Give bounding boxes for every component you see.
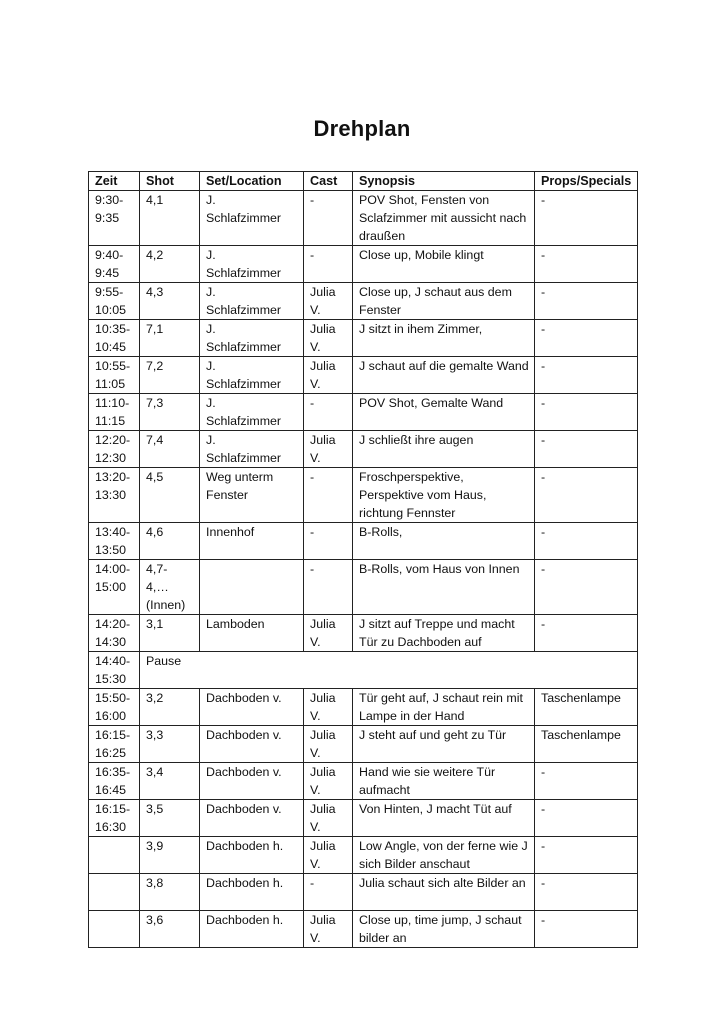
cell-shot: 4,2 <box>140 246 200 283</box>
table-row <box>89 283 638 320</box>
table-header-row <box>89 172 638 191</box>
cell-set-location: Lamboden <box>200 615 304 652</box>
cell-synopsis: Close up, time jump, J schaut bilder an <box>353 911 535 948</box>
cell-cast: - <box>304 246 353 283</box>
cell-zeit: 11:10- 11:15 <box>89 394 140 431</box>
cell-set-location: J. Schlafzimmer <box>200 357 304 394</box>
table-row <box>89 911 638 948</box>
table-row <box>89 523 638 560</box>
cell-shot: 3,9 <box>140 837 200 874</box>
cell-set-location: J. Schlafzimmer <box>200 320 304 357</box>
cell-props: - <box>535 394 638 431</box>
cell-set-location: J. Schlafzimmer <box>200 283 304 320</box>
cell-shot: 3,6 <box>140 911 200 948</box>
cell-cast: Julia V. <box>304 689 353 726</box>
cell-set-location: Dachboden v. <box>200 763 304 800</box>
cell-shot: 4,7- 4,… (Innen) <box>140 560 200 615</box>
cell-shot: 3,8 <box>140 874 200 911</box>
table-row <box>89 246 638 283</box>
cell-shot: 4,3 <box>140 283 200 320</box>
cell-cast: - <box>304 523 353 560</box>
cell-shot: 7,4 <box>140 431 200 468</box>
cell-zeit: 9:55- 10:05 <box>89 283 140 320</box>
cell-cast: - <box>304 874 353 911</box>
cell-props: - <box>535 523 638 560</box>
cell-zeit: 14:20- 14:30 <box>89 615 140 652</box>
cell-zeit: 15:50- 16:00 <box>89 689 140 726</box>
cell-zeit: 16:15- 16:30 <box>89 800 140 837</box>
table-row <box>89 320 638 357</box>
cell-synopsis: J sitzt in ihem Zimmer, <box>353 320 535 357</box>
cell-props: - <box>535 911 638 948</box>
table-row <box>89 560 638 615</box>
cell-cast: Julia V. <box>304 320 353 357</box>
cell-synopsis: J sitzt auf Treppe und macht Tür zu Dachboden auf <box>353 615 535 652</box>
cell-cast: Julia V. <box>304 911 353 948</box>
cell-synopsis: POV Shot, Gemalte Wand <box>353 394 535 431</box>
cell-zeit <box>89 911 140 948</box>
cell-cast: Julia V. <box>304 431 353 468</box>
cell-props: - <box>535 431 638 468</box>
cell-zeit: 9:30- 9:35 <box>89 191 140 246</box>
cell-set-location: J. Schlafzimmer <box>200 246 304 283</box>
cell-shot: 3,5 <box>140 800 200 837</box>
document-title: Drehplan <box>313 116 411 141</box>
cell-set-location: Innenhof <box>200 523 304 560</box>
cell-props: - <box>535 837 638 874</box>
cell-shot: 7,2 <box>140 357 200 394</box>
table-row <box>89 837 638 874</box>
cell-set-location: Dachboden v. <box>200 800 304 837</box>
cell-props: - <box>535 246 638 283</box>
table-body <box>89 191 638 948</box>
cell-props: Taschenlampe <box>535 689 638 726</box>
cell-shot: 7,3 <box>140 394 200 431</box>
cell-set-location: Dachboden v. <box>200 726 304 763</box>
cell-zeit: 14:00- 15:00 <box>89 560 140 615</box>
cell-shot: 7,1 <box>140 320 200 357</box>
cell-props: - <box>535 320 638 357</box>
table-row <box>89 357 638 394</box>
cell-props: - <box>535 800 638 837</box>
table-row <box>89 726 638 763</box>
cell-props: - <box>535 615 638 652</box>
cell-cast: - <box>304 468 353 523</box>
cell-synopsis: Froschperspektive, Perspektive vom Haus, richtung Fennster <box>353 468 535 523</box>
header-props-specials: Props/Specials <box>535 172 638 191</box>
table-row <box>89 689 638 726</box>
cell-cast: Julia V. <box>304 283 353 320</box>
cell-zeit <box>89 837 140 874</box>
cell-shot: 4,1 <box>140 191 200 246</box>
header-zeit: Zeit <box>89 172 140 191</box>
cell-zeit: 13:40- 13:50 <box>89 523 140 560</box>
cell-synopsis: Close up, J schaut aus dem Fenster <box>353 283 535 320</box>
table-row <box>89 431 638 468</box>
cell-props: - <box>535 763 638 800</box>
cell-zeit: 16:35- 16:45 <box>89 763 140 800</box>
cell-props: - <box>535 283 638 320</box>
shooting-schedule-table <box>88 171 638 948</box>
cell-zeit: 12:20- 12:30 <box>89 431 140 468</box>
cell-zeit: 13:20- 13:30 <box>89 468 140 523</box>
header-set-location: Set/Location <box>200 172 304 191</box>
cell-shot: 4,5 <box>140 468 200 523</box>
cell-synopsis: Tür geht auf, J schaut rein mit Lampe in der Hand <box>353 689 535 726</box>
header-synopsis: Synopsis <box>353 172 535 191</box>
table-row <box>89 763 638 800</box>
cell-set-location: Dachboden h. <box>200 911 304 948</box>
cell-cast: Julia V. <box>304 800 353 837</box>
cell-synopsis: Low Angle, von der ferne wie J sich Bilder anschaut <box>353 837 535 874</box>
cell-props: - <box>535 874 638 911</box>
table-row <box>89 394 638 431</box>
cell-synopsis: B-Rolls, <box>353 523 535 560</box>
cell-set-location: Dachboden v. <box>200 689 304 726</box>
cell-synopsis: Hand wie sie weitere Tür aufmacht <box>353 763 535 800</box>
cell-props: - <box>535 357 638 394</box>
cell-pause: Pause <box>140 652 638 689</box>
cell-cast: - <box>304 560 353 615</box>
cell-zeit: 9:40- 9:45 <box>89 246 140 283</box>
cell-set-location <box>200 560 304 615</box>
cell-shot: 3,1 <box>140 615 200 652</box>
cell-cast: - <box>304 394 353 431</box>
table-row <box>89 652 638 689</box>
cell-zeit: 14:40- 15:30 <box>89 652 140 689</box>
cell-synopsis: J steht auf und geht zu Tür <box>353 726 535 763</box>
header-cast: Cast <box>304 172 353 191</box>
cell-synopsis: J schaut auf die gemalte Wand <box>353 357 535 394</box>
table-row <box>89 468 638 523</box>
table-row <box>89 874 638 911</box>
cell-synopsis: B-Rolls, vom Haus von Innen <box>353 560 535 615</box>
cell-set-location: J. Schlafzimmer <box>200 431 304 468</box>
cell-shot: 3,4 <box>140 763 200 800</box>
cell-synopsis: Julia schaut sich alte Bilder an <box>353 874 535 911</box>
cell-props: - <box>535 560 638 615</box>
cell-cast: Julia V. <box>304 837 353 874</box>
cell-set-location: J. Schlafzimmer <box>200 394 304 431</box>
cell-set-location: Dachboden h. <box>200 874 304 911</box>
cell-synopsis: J schließt ihre augen <box>353 431 535 468</box>
cell-zeit <box>89 874 140 911</box>
cell-cast: - <box>304 191 353 246</box>
cell-cast: Julia V. <box>304 615 353 652</box>
cell-synopsis: Von Hinten, J macht Tüt auf <box>353 800 535 837</box>
cell-shot: 3,2 <box>140 689 200 726</box>
cell-cast: Julia V. <box>304 357 353 394</box>
cell-props: Taschenlampe <box>535 726 638 763</box>
cell-synopsis: POV Shot, Fensten von Sclafzimmer mit aussicht nach draußen <box>353 191 535 246</box>
header-shot: Shot <box>140 172 200 191</box>
table-row <box>89 191 638 246</box>
cell-set-location: J. Schlafzimmer <box>200 191 304 246</box>
cell-zeit: 16:15- 16:25 <box>89 726 140 763</box>
cell-shot: 3,3 <box>140 726 200 763</box>
cell-zeit: 10:35- 10:45 <box>89 320 140 357</box>
cell-cast: Julia V. <box>304 726 353 763</box>
cell-synopsis: Close up, Mobile klingt <box>353 246 535 283</box>
cell-props: - <box>535 468 638 523</box>
cell-set-location: Weg unterm Fenster <box>200 468 304 523</box>
cell-zeit: 10:55- 11:05 <box>89 357 140 394</box>
cell-set-location: Dachboden h. <box>200 837 304 874</box>
cell-cast: Julia V. <box>304 763 353 800</box>
cell-shot: 4,6 <box>140 523 200 560</box>
cell-props: - <box>535 191 638 246</box>
table-row <box>89 615 638 652</box>
table-row <box>89 800 638 837</box>
